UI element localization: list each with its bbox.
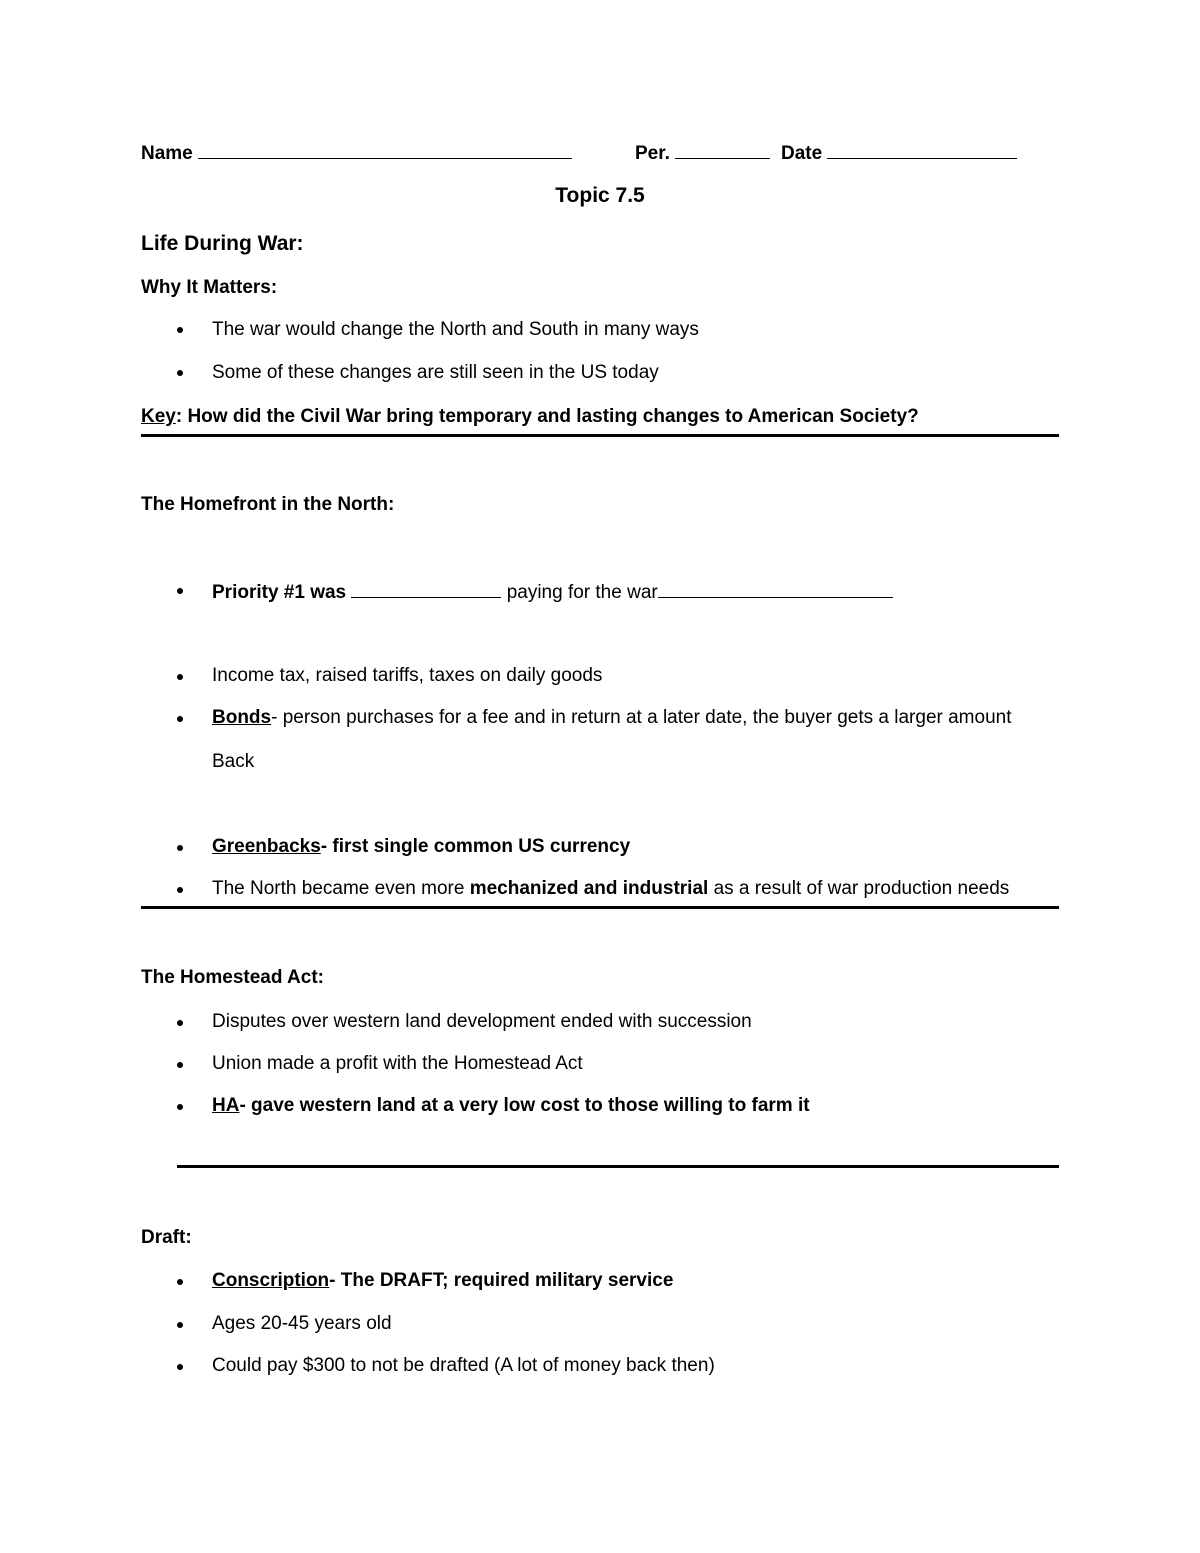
draft-heading: Draft: (141, 1227, 192, 1248)
date-label: Date (781, 143, 823, 164)
bullet-icon (177, 1104, 183, 1110)
period-label: Per. (635, 143, 670, 164)
key-text: : How did the Civil War bring temporary and lasting changes to American Society? (175, 406, 919, 427)
bullet-icon (177, 887, 183, 893)
divider (177, 1165, 1059, 1168)
divider (141, 434, 1059, 437)
bullet-icon (177, 588, 183, 594)
bonds-text: - person purchases for a fee and in return at a later date, the buyer gets a larger amount (271, 707, 1012, 728)
conscription-text: - The DRAFT; required military service (329, 1270, 674, 1291)
bonds-term: Bonds (212, 707, 272, 728)
bullet-icon (177, 1279, 183, 1285)
priority-blank-1[interactable] (351, 579, 501, 598)
bullet-icon (177, 716, 183, 722)
name-field (141, 140, 572, 165)
divider (141, 906, 1059, 909)
bonds-item (212, 707, 1012, 729)
bullet-icon (177, 1062, 183, 1068)
bullet-icon (177, 370, 183, 376)
north-item (212, 878, 1009, 900)
priority-label: Priority #1 was (212, 582, 347, 603)
greenbacks-text: - first single common US currency (320, 836, 631, 857)
ha-term: HA (212, 1095, 240, 1116)
page-title: Topic 7.5 (555, 184, 645, 207)
north-text-bold: mechanized and industrial (469, 878, 709, 899)
ha-item (212, 1095, 810, 1117)
key-label: Key (141, 406, 176, 427)
priority-blank-2[interactable] (658, 579, 893, 598)
date-blank[interactable] (827, 140, 1017, 159)
bullet-icon (177, 1020, 183, 1026)
list-item: Could pay $300 to not be drafted (A lot of money back then) (212, 1355, 715, 1376)
bullet-icon (177, 845, 183, 851)
priority-text: paying for the war (506, 582, 658, 603)
list-item: The war would change the North and South in many ways (212, 319, 699, 340)
north-text-pre: The North became even more (212, 878, 470, 899)
north-text-post: as a result of war production needs (708, 878, 1010, 899)
ha-text: - gave western land at a very low cost to those willing to farm it (239, 1095, 810, 1116)
bonds-continuation: Back (212, 751, 255, 772)
bullet-icon (177, 1322, 183, 1328)
greenbacks-item (212, 836, 630, 858)
bullet-icon (177, 1364, 183, 1370)
period-blank[interactable] (675, 140, 770, 159)
why-it-matters-heading: Why It Matters: (141, 277, 278, 298)
name-blank[interactable] (198, 140, 572, 159)
greenbacks-term: Greenbacks (212, 836, 321, 857)
priority-item (212, 579, 893, 604)
conscription-term: Conscription (212, 1270, 330, 1291)
period-field (635, 140, 770, 165)
list-item: Some of these changes are still seen in the US today (212, 362, 659, 383)
name-label: Name (141, 143, 193, 164)
list-item: Income tax, raised tariffs, taxes on daily goods (212, 665, 603, 686)
list-item: Disputes over western land development ended with succession (212, 1011, 752, 1032)
list-item: Union made a profit with the Homestead Act (212, 1053, 583, 1074)
list-item: Ages 20-45 years old (212, 1313, 392, 1334)
homestead-heading: The Homestead Act: (141, 967, 324, 988)
key-question (141, 406, 919, 428)
bullet-icon (177, 327, 183, 333)
date-field (781, 140, 1017, 165)
bullet-icon (177, 674, 183, 680)
homefront-heading: The Homefront in the North: (141, 494, 395, 515)
life-during-war-heading: Life During War: (141, 232, 304, 255)
conscription-item (212, 1270, 673, 1292)
